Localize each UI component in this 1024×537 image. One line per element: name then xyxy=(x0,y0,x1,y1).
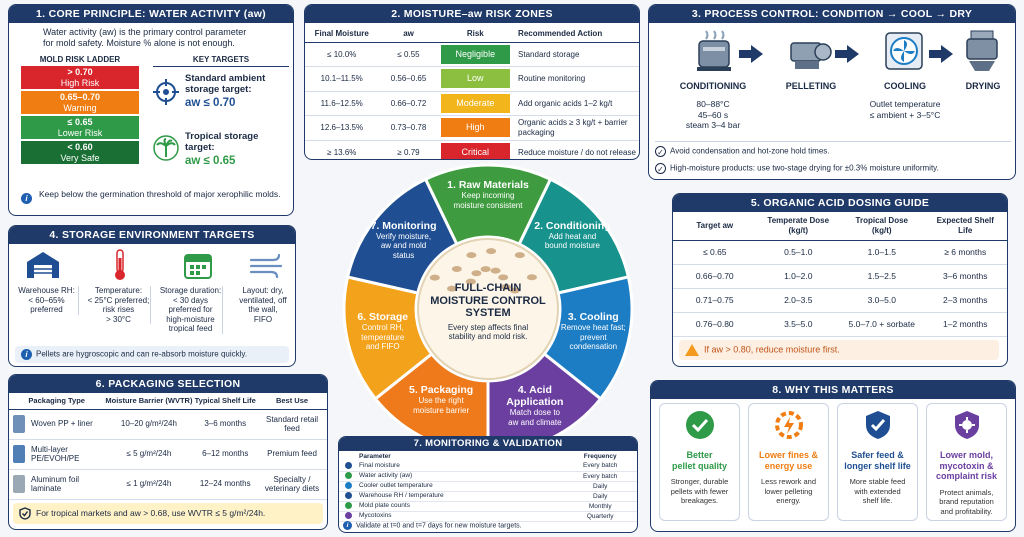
warning-icon xyxy=(685,344,699,356)
key-targets-title: KEY TARGETS xyxy=(153,55,289,67)
table-header: Packaging Type xyxy=(9,393,104,409)
step-conditioning: CONDITIONING xyxy=(679,81,747,91)
table-row: Cooler outlet temperature Daily xyxy=(339,481,637,491)
ladder-step: > 0.70 High Risk xyxy=(21,66,139,89)
info-icon: i xyxy=(343,521,352,530)
why-matters-panel xyxy=(650,380,1016,532)
wheel-segment-label: 1. Raw Materials Keep incoming moisture consistent xyxy=(447,179,529,210)
ladder-step: 0.65–0.70 Warning xyxy=(21,91,139,114)
storage-target-item: Temperature: < 25°C preferred; risk rises > 30°C xyxy=(87,286,150,324)
table-row: 0.71–0.75 2.0–3.5 3.0–5.0 2–3 months xyxy=(673,288,1007,312)
table-row: Water activity (aw) Every batch xyxy=(339,471,637,481)
risk-zones-title: 2. MOISTURE–aw RISK ZONES xyxy=(305,5,639,23)
check-badge-icon xyxy=(660,408,739,447)
check-icon: ✓ xyxy=(655,146,666,157)
acid-dosing-table xyxy=(673,212,1007,337)
why-card: Better pellet quality Stronger, durable pellets with fewer breakages. xyxy=(659,403,740,521)
table-header: Temperate Dose (kg/t) xyxy=(757,212,841,240)
packaging-table xyxy=(9,393,327,500)
table-header: Best Use xyxy=(257,393,327,409)
pellet-icon xyxy=(466,252,476,258)
table-header: aw xyxy=(378,25,438,42)
cooler-fan-icon xyxy=(881,29,927,73)
step-pelleting: PELLETING xyxy=(785,81,837,91)
core-principle-panel xyxy=(8,4,294,216)
table-header: Recommended Action xyxy=(512,25,639,42)
table-header: Frequency xyxy=(583,452,617,460)
table-row: Woven PP + liner 10–20 g/m²/24h 3–6 months Standard retail feed xyxy=(9,409,327,439)
conditioning-params: 80–88°C 45–60 s steam 3–4 bar xyxy=(685,99,741,130)
parameter-icon xyxy=(345,512,352,519)
dryer-icon xyxy=(959,29,1005,73)
table-header: Risk xyxy=(439,25,512,42)
package-bag-icon xyxy=(13,415,25,433)
ladder-step: ≤ 0.65 Lower Risk xyxy=(21,116,139,139)
mold-risk-ladder xyxy=(21,55,139,166)
parameter-icon xyxy=(345,502,352,509)
table-row: Multi-layer PE/EVOH/PE ≤ 5 g/m²/24h 6–12 months Premium feed xyxy=(9,439,327,469)
table-row: Aluminum foil laminate ≤ 1 g/m²/24h 12–24 months Specialty / veterinary diets xyxy=(9,469,327,499)
pellet-icon xyxy=(527,274,537,280)
storage-target-item: Storage duration: < 30 days preferred for high-moisture tropical feed xyxy=(159,286,222,333)
shield-check-icon xyxy=(19,507,31,520)
standard-target-label: Standard ambient storage target: xyxy=(185,73,266,95)
table-header: Tropical Dose (kg/t) xyxy=(840,212,924,240)
center-hub xyxy=(428,282,548,342)
center-title: FULL-CHAIN MOISTURE CONTROL SYSTEM xyxy=(430,282,546,319)
warehouse-icon xyxy=(25,250,61,280)
risk-badge: Negligible xyxy=(441,45,510,64)
table-row: 0.66–0.70 1.0–2.0 1.5–2.5 3–6 months xyxy=(673,264,1007,288)
core-principle-note: i Keep below the germination threshold of major xerophilic molds. xyxy=(21,189,283,204)
risk-badge: Low xyxy=(441,69,510,88)
parameter-icon xyxy=(345,482,352,489)
packaging-panel xyxy=(8,374,328,530)
thermometer-icon xyxy=(110,248,130,282)
pellet-icon xyxy=(481,266,491,272)
storage-note: i Pellets are hygroscopic and can re-absorb moisture quickly. xyxy=(15,346,289,363)
process-arrow-icon xyxy=(941,45,953,63)
why-card: Lower mold, mycotoxin & complaint risk Protect animals, brand reputation and profitability. xyxy=(926,403,1007,521)
calendar-icon xyxy=(183,250,213,280)
pellet-icon xyxy=(515,252,525,258)
center-subtitle: Every step affects final stability and mold risk. xyxy=(447,322,529,341)
shield-check-icon xyxy=(838,408,917,447)
risk-zones-table xyxy=(305,25,639,160)
conditioner-icon xyxy=(691,29,737,73)
ventilation-icon xyxy=(249,252,285,280)
pellet-icon xyxy=(491,268,501,274)
table-header: Target aw xyxy=(673,212,757,240)
wheel-segment-label: 2. Conditioning Add heat and bound moisture xyxy=(534,219,611,251)
wheel-segment-label: 4. Acid Application Match dose to aw and climate xyxy=(506,384,564,427)
storage-environment-title: 4. STORAGE ENVIRONMENT TARGETS xyxy=(9,226,295,244)
target-crosshair-icon xyxy=(153,79,179,105)
ladder-step: < 0.60 Very Safe xyxy=(21,141,139,164)
process-control-title: 3. PROCESS CONTROL: CONDITION → COOL → DRY xyxy=(649,5,1015,23)
why-card: Safer feed & longer shelf life More stable feed with extended shelf life. xyxy=(837,403,918,521)
pellet-icon xyxy=(430,275,440,281)
process-arrow-icon xyxy=(751,45,763,63)
why-matters-title: 8. WHY THIS MATTERS xyxy=(651,381,1015,399)
table-row: ≤ 0.65 0.5–1.0 1.0–1.5 ≥ 6 months xyxy=(673,240,1007,264)
tropical-target-label: Tropical storage target: xyxy=(185,131,259,153)
parameter-icon xyxy=(345,472,352,479)
wheel-segment-label: 3. Cooling Remove heat fast; prevent condensation xyxy=(560,311,626,352)
key-targets xyxy=(153,55,289,179)
step-drying: DRYING xyxy=(965,81,1001,91)
wheel-segment-label: 5. Packaging Use the right moisture barrier xyxy=(409,384,474,415)
pellet-icon xyxy=(486,248,496,254)
table-row: 10.1–11.5% 0.56–0.65 Low Routine monitoring xyxy=(305,67,639,92)
table-header: Typical Shelf Life xyxy=(193,393,257,409)
parameter-icon xyxy=(345,462,352,469)
acid-dosing-panel xyxy=(672,193,1008,367)
cooling-params: Outlet temperature ≤ ambient + 3–5°C xyxy=(869,99,941,120)
wheel-segment-label: 7. Monitoring Verify moisture, aw and mold status xyxy=(370,219,437,260)
pellet-icon xyxy=(471,270,481,276)
table-row: ≥ 13.6% ≥ 0.79 Critical Reduce moisture / do not release xyxy=(305,140,639,160)
table-header: Moisture Barrier (WVTR) xyxy=(104,393,193,409)
table-row: 11.6–12.5% 0.66–0.72 Moderate Add organic acids 1–2 kg/t xyxy=(305,91,639,116)
process-control-panel xyxy=(648,4,1016,180)
table-row: Mycotoxins Quarterly xyxy=(339,511,637,521)
energy-gear-icon xyxy=(749,408,828,447)
storage-target-item: Layout: dry, ventilated, off the wall, FIFO xyxy=(239,286,287,324)
pellet-mill-icon xyxy=(787,29,833,73)
info-icon: i xyxy=(21,193,32,204)
risk-zones-panel xyxy=(304,4,640,160)
tropical-target-value: aw ≤ 0.65 xyxy=(185,155,236,167)
monitoring-panel xyxy=(338,436,638,533)
table-row: Mold plate counts Monthly xyxy=(339,501,637,511)
storage-environment-panel xyxy=(8,225,296,367)
core-principle-title: 1. CORE PRINCIPLE: WATER ACTIVITY (aw) xyxy=(9,5,293,23)
process-notes: ✓ Avoid condensation and hot-zone hold times. ✓ High-moisture products: use two-stage drying for ±0.3% moisture uniformity. xyxy=(655,141,1011,174)
why-card: Lower fines & energy use Less rework and lower pelleting energy. xyxy=(748,403,829,521)
parameter-icon xyxy=(345,492,352,499)
risk-badge: Critical xyxy=(441,143,510,160)
table-row: 12.6–13.5% 0.73–0.78 High Organic acids ≥ 3 kg/t + barrier packaging xyxy=(305,116,639,141)
package-bag-icon xyxy=(13,475,25,493)
acid-dosing-note: If aw > 0.80, reduce moisture first. xyxy=(679,340,999,360)
table-row: Final moisture Every batch xyxy=(339,461,637,471)
table-header: Expected Shelf Life xyxy=(924,212,1008,240)
pellet-icon xyxy=(452,266,462,272)
packaging-note: For tropical markets and aw > 0.68, use WVTR ≤ 5 g/m²/24h. xyxy=(13,503,323,524)
step-cooling: COOLING xyxy=(884,81,926,91)
table-row: Warehouse RH / temperature Daily xyxy=(339,491,637,501)
moisture-control-wheel xyxy=(342,162,634,456)
acid-dosing-title: 5. ORGANIC ACID DOSING GUIDE xyxy=(673,194,1007,212)
monitoring-title: 7. MONITORING & VALIDATION xyxy=(339,437,637,451)
table-header: Final Moisture xyxy=(305,25,378,42)
table-row: 0.76–0.80 3.5–5.0 5.0–7.0 + sorbate 1–2 months xyxy=(673,312,1007,336)
table-row: ≤ 10.0% ≤ 0.55 Negligible Standard storage xyxy=(305,42,639,67)
process-arrow-icon xyxy=(847,45,859,63)
risk-badge: High xyxy=(441,118,510,137)
core-principle-intro: Water activity (aw) is the primary control parameter for mold safety. Moisture % alone is not enough. xyxy=(43,27,247,48)
monitoring-note: i Validate at t=0 and t=7 days for new moisture targets. xyxy=(343,521,522,530)
standard-target-value: aw ≤ 0.70 xyxy=(185,97,236,109)
table-header: Parameter xyxy=(359,452,391,460)
wheel-segment-label: 6. Storage Control RH, temperature and FIFO xyxy=(357,311,409,352)
risk-badge: Moderate xyxy=(441,94,510,113)
ladder-title: MOLD RISK LADDER xyxy=(39,55,121,64)
palm-tree-icon xyxy=(153,135,179,161)
storage-target-item: Warehouse RH: < 60–65% preferred xyxy=(15,286,79,315)
monitoring-table xyxy=(339,451,637,522)
packaging-title: 6. PACKAGING SELECTION xyxy=(9,375,327,393)
package-bag-icon xyxy=(13,445,25,463)
info-icon: i xyxy=(21,349,32,360)
pellet-icon xyxy=(498,274,508,280)
check-icon: ✓ xyxy=(655,163,666,174)
virus-shield-icon xyxy=(927,408,1006,447)
